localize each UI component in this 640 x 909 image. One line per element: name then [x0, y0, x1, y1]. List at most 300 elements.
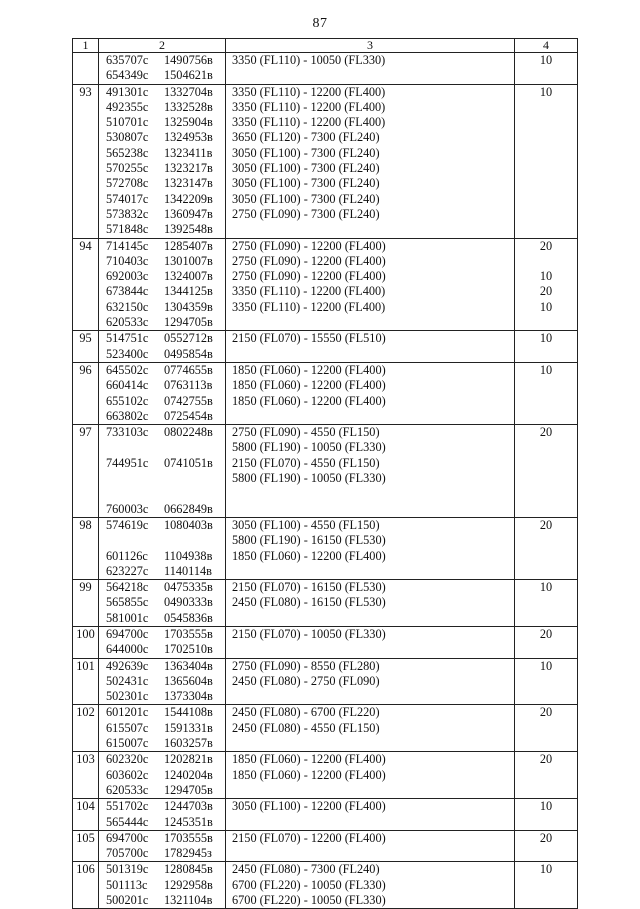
- value: 20: [539, 752, 553, 767]
- latitude: 565238c: [106, 145, 149, 160]
- coordinates-cell: [99, 705, 226, 752]
- coordinates-cell: [99, 517, 226, 579]
- altitude-range: 2750 (FL090) - 4550 (FL150): [232, 425, 380, 440]
- longitude: 1324953в: [164, 130, 213, 145]
- coordinate-line: [106, 471, 225, 486]
- latitude: 620533c: [106, 315, 149, 330]
- altitude-range: 6700 (FL220) - 10050 (FL330): [232, 893, 386, 908]
- altitude-range: [232, 815, 514, 830]
- longitude: 1703555в: [164, 830, 213, 845]
- coordinate-line: [106, 533, 225, 548]
- altitude-range: 2450 (FL080) - 4550 (FL150): [232, 720, 380, 735]
- value-cell: [515, 84, 578, 238]
- altitude-range: 2750 (FL090) - 12200 (FL400): [232, 269, 386, 284]
- longitude: 1360947в: [164, 206, 213, 221]
- altitude-range: [232, 315, 514, 330]
- longitude: 0763113в: [164, 378, 213, 393]
- row-number: 101: [73, 658, 99, 705]
- coordinate-line: [106, 68, 225, 83]
- value: 10: [539, 658, 553, 673]
- latitude: 565444c: [106, 814, 149, 829]
- value: [515, 502, 577, 517]
- coordinates-cell: [99, 425, 226, 518]
- altitude-range-cell: [226, 238, 515, 331]
- altitude-range: [232, 689, 514, 704]
- value: [515, 595, 577, 610]
- coordinate-line: [106, 378, 225, 393]
- row-number: 102: [73, 705, 99, 752]
- coordinate-line: [106, 269, 225, 284]
- coordinate-line: [106, 846, 225, 861]
- coordinate-line: [106, 752, 225, 767]
- coordinate-line: [106, 518, 225, 533]
- value: [515, 471, 577, 486]
- longitude: 1332528в: [164, 99, 213, 114]
- latitude: 623227c: [106, 563, 149, 578]
- value: 20: [539, 830, 553, 845]
- coordinate-line: [106, 222, 225, 237]
- table-row: [73, 362, 578, 424]
- coordinates-cell: [99, 658, 226, 705]
- value: [515, 846, 577, 861]
- coordinate-line: [106, 440, 225, 455]
- altitude-range: 3350 (FL110) - 12200 (FL400): [232, 284, 386, 299]
- latitude: 501319c: [106, 862, 149, 877]
- longitude: 1294705в: [164, 782, 213, 797]
- table-row: [73, 425, 578, 518]
- value: [515, 315, 577, 330]
- latitude: 632150c: [106, 299, 149, 314]
- value: [515, 254, 577, 269]
- value: 20: [539, 238, 553, 253]
- longitude: 0490333в: [164, 595, 213, 610]
- coordinates-cell: [99, 626, 226, 658]
- altitude-range: 2750 (FL090) - 8550 (FL280): [232, 658, 380, 673]
- latitude: 694700c: [106, 626, 149, 641]
- coordinate-line: [106, 130, 225, 145]
- value-cell: [515, 517, 578, 579]
- value: 10: [539, 862, 553, 877]
- coordinate-line: [106, 768, 225, 783]
- coordinate-line: [106, 394, 225, 409]
- coordinate-line: [106, 363, 225, 378]
- altitude-range: 2150 (FL070) - 4550 (FL150): [232, 455, 380, 470]
- altitude-range: 1850 (FL060) - 12200 (FL400): [232, 393, 386, 408]
- value: [515, 642, 577, 657]
- coordinate-line: [106, 85, 225, 100]
- coordinates-cell: [99, 862, 226, 909]
- longitude: 1285407в: [164, 238, 213, 253]
- longitude: 1365604в: [164, 673, 213, 688]
- altitude-range-cell: [226, 331, 515, 363]
- value: [515, 440, 577, 455]
- longitude: 1702510в: [164, 642, 213, 657]
- altitude-range-cell: [226, 84, 515, 238]
- longitude: 0725454в: [164, 408, 213, 423]
- longitude: 1240204в: [164, 767, 213, 782]
- coordinate-line: [106, 721, 225, 736]
- longitude: 1294705в: [164, 315, 213, 330]
- table-row: [73, 238, 578, 331]
- longitude: 1301007в: [164, 253, 213, 268]
- altitude-range-cell: [226, 752, 515, 799]
- latitude: 602320c: [106, 752, 149, 767]
- coordinate-line: [106, 799, 225, 814]
- row-number: 106: [73, 862, 99, 909]
- value: [515, 456, 577, 471]
- column-header-2: 2: [99, 39, 226, 53]
- coordinates-cell: [99, 362, 226, 424]
- latitude: 510701c: [106, 115, 149, 130]
- altitude-range-cell: [226, 626, 515, 658]
- coordinate-line: [106, 254, 225, 269]
- coordinate-line: [106, 486, 225, 501]
- altitude-range: 3350 (FL110) - 12200 (FL400): [232, 115, 386, 130]
- value: 10: [539, 580, 553, 595]
- longitude: 1323411в: [164, 145, 213, 160]
- value: [515, 689, 577, 704]
- latitude: 635707c: [106, 53, 149, 67]
- longitude: 1490756в: [164, 53, 213, 67]
- table-row: [73, 53, 578, 85]
- value: [515, 878, 577, 893]
- latitude: 660414c: [106, 378, 149, 393]
- value: [515, 409, 577, 424]
- altitude-range: 3650 (FL120) - 7300 (FL240): [232, 130, 380, 145]
- altitude-range: 3350 (FL110) - 12200 (FL400): [232, 99, 386, 114]
- latitude: 733103c: [106, 425, 149, 440]
- value-cell: [515, 862, 578, 909]
- coordinate-line: [106, 100, 225, 115]
- altitude-range: 5800 (FL190) - 10050 (FL330): [232, 440, 386, 455]
- altitude-range: [232, 846, 514, 861]
- value: 10: [539, 299, 553, 314]
- altitude-range: 1850 (FL060) - 12200 (FL400): [232, 767, 386, 782]
- altitude-range: [232, 783, 514, 798]
- coordinates-cell: [99, 84, 226, 238]
- latitude: 714145c: [106, 238, 149, 253]
- longitude: 1373304в: [164, 689, 213, 704]
- coordinate-line: [106, 564, 225, 579]
- coordinate-line: [106, 580, 225, 595]
- value: [515, 115, 577, 130]
- longitude: 0495854в: [164, 346, 213, 361]
- longitude: 1292958в: [164, 877, 213, 892]
- coordinate-line: [106, 736, 225, 751]
- value: [515, 222, 577, 237]
- row-number: 100: [73, 626, 99, 658]
- longitude: 1245351в: [164, 814, 213, 829]
- latitude: 564218c: [106, 580, 149, 595]
- altitude-range: 2150 (FL070) - 15550 (FL510): [232, 331, 386, 346]
- coordinate-line: [106, 192, 225, 207]
- value: [515, 130, 577, 145]
- value-cell: [515, 705, 578, 752]
- coordinate-line: [106, 815, 225, 830]
- coordinate-line: [106, 331, 225, 346]
- longitude: 1703555в: [164, 626, 213, 641]
- row-number: 103: [73, 752, 99, 799]
- coordinate-line: [106, 146, 225, 161]
- altitude-range-cell: [226, 362, 515, 424]
- coordinate-line: [106, 284, 225, 299]
- table-row: [73, 580, 578, 627]
- altitude-range-cell: [226, 830, 515, 862]
- altitude-range: [232, 611, 514, 626]
- latitude: 491301c: [106, 84, 149, 99]
- value: [515, 486, 577, 501]
- latitude: 571848c: [106, 222, 149, 237]
- longitude: 0741051в: [164, 455, 213, 470]
- table-row: [73, 799, 578, 831]
- coordinate-line: [106, 627, 225, 642]
- value: 20: [539, 425, 553, 440]
- longitude: 1363404в: [164, 658, 213, 673]
- latitude: 603602c: [106, 767, 149, 782]
- value-cell: [515, 331, 578, 363]
- value-cell: [515, 830, 578, 862]
- coordinate-line: [106, 300, 225, 315]
- altitude-range: 1850 (FL060) - 12200 (FL400): [232, 548, 386, 563]
- latitude: 601126c: [106, 548, 148, 563]
- coordinate-line: [106, 409, 225, 424]
- altitude-range: 3350 (FL110) - 10050 (FL330): [232, 53, 386, 67]
- latitude: 514751c: [106, 331, 149, 346]
- altitude-range: 2450 (FL080) - 7300 (FL240): [232, 862, 380, 877]
- latitude: 710403c: [106, 253, 149, 268]
- value-cell: [515, 626, 578, 658]
- longitude: 1342209в: [164, 191, 213, 206]
- coordinate-line: [106, 425, 225, 440]
- latitude: 530807c: [106, 130, 149, 145]
- row-number: 94: [73, 238, 99, 331]
- table-row: [73, 658, 578, 705]
- longitude: 0545836в: [164, 610, 213, 625]
- altitude-range: [232, 409, 514, 424]
- coordinate-line: [106, 595, 225, 610]
- altitude-range: 2150 (FL070) - 16150 (FL530): [232, 580, 386, 595]
- coordinate-line: [106, 642, 225, 657]
- coordinate-line: [106, 347, 225, 362]
- row-number: 95: [73, 331, 99, 363]
- longitude: 1782945з: [164, 846, 212, 861]
- longitude: 1304359в: [164, 299, 213, 314]
- table-row: [73, 517, 578, 579]
- table-row: [73, 331, 578, 363]
- longitude: 1591331в: [164, 720, 213, 735]
- altitude-range-cell: [226, 517, 515, 579]
- altitude-range: [232, 222, 514, 237]
- altitude-range: 1850 (FL060) - 12200 (FL400): [232, 378, 386, 393]
- latitude: 655102c: [106, 393, 149, 408]
- row-number: 105: [73, 830, 99, 862]
- value: [515, 161, 577, 176]
- latitude: 573832c: [106, 206, 149, 221]
- value: [515, 192, 577, 207]
- altitude-range: 3350 (FL110) - 12200 (FL400): [232, 299, 386, 314]
- table-row: [73, 84, 578, 238]
- altitude-range-cell: [226, 799, 515, 831]
- longitude: 0475335в: [164, 580, 213, 595]
- latitude: 654349c: [106, 68, 149, 83]
- longitude: 1344125в: [164, 284, 213, 299]
- coordinates-cell: [99, 830, 226, 862]
- coordinate-line: [106, 53, 225, 68]
- value: [515, 347, 577, 362]
- value: [515, 549, 577, 564]
- longitude: 0552712в: [164, 331, 213, 346]
- row-number: [73, 53, 99, 85]
- value: 10: [539, 799, 553, 814]
- latitude: 673844c: [106, 284, 149, 299]
- coordinate-line: [106, 161, 225, 176]
- value: 20: [539, 284, 553, 299]
- latitude: 760003c: [106, 501, 149, 516]
- altitude-range: [232, 564, 514, 579]
- altitude-range-cell: [226, 580, 515, 627]
- table-row: [73, 862, 578, 909]
- table-row: [73, 705, 578, 752]
- coordinate-line: [106, 689, 225, 704]
- altitude-range: [232, 347, 514, 362]
- coordinates-cell: [99, 799, 226, 831]
- coordinate-line: [106, 315, 225, 330]
- latitude: 694700c: [106, 830, 149, 845]
- longitude: 1140114в: [164, 563, 212, 578]
- table-row: [73, 626, 578, 658]
- column-header-3: 3: [226, 39, 515, 53]
- latitude: 523400c: [106, 346, 149, 361]
- altitude-range: 3050 (FL100) - 7300 (FL240): [232, 161, 380, 176]
- latitude: 615007c: [106, 736, 149, 751]
- altitude-range: 2750 (FL090) - 12200 (FL400): [232, 253, 386, 268]
- latitude: 645502c: [106, 362, 149, 377]
- latitude: 705700c: [106, 846, 149, 861]
- longitude: 0662849в: [164, 501, 213, 516]
- altitude-range: 2450 (FL080) - 6700 (FL220): [232, 705, 380, 720]
- latitude: 492639c: [106, 658, 149, 673]
- airspace-table: [72, 38, 578, 909]
- value: [515, 68, 577, 83]
- value: 20: [539, 626, 553, 641]
- value: [515, 533, 577, 548]
- altitude-range: 2450 (FL080) - 16150 (FL530): [232, 595, 386, 610]
- column-header-1: 1: [73, 39, 99, 53]
- longitude: 1280845в: [164, 862, 213, 877]
- longitude: 1324007в: [164, 269, 213, 284]
- coordinate-line: [106, 611, 225, 626]
- coordinate-line: [106, 783, 225, 798]
- latitude: 692003c: [106, 269, 149, 284]
- altitude-range: 5800 (FL190) - 16150 (FL530): [232, 533, 386, 548]
- longitude: 1603257в: [164, 736, 213, 751]
- latitude: 551702c: [106, 799, 149, 814]
- latitude: 663802c: [106, 408, 149, 423]
- latitude: 565855c: [106, 595, 149, 610]
- value: [515, 783, 577, 798]
- coordinates-cell: [99, 752, 226, 799]
- value: [515, 893, 577, 908]
- value: 10: [539, 362, 553, 377]
- altitude-range: 2750 (FL090) - 12200 (FL400): [232, 238, 386, 253]
- altitude-range: [232, 642, 514, 657]
- altitude-range: 2450 (FL080) - 2750 (FL090): [232, 673, 380, 688]
- longitude: 1325904в: [164, 115, 213, 130]
- longitude: 1392548в: [164, 222, 213, 237]
- row-number: 98: [73, 517, 99, 579]
- longitude: 0802248в: [164, 425, 213, 440]
- coordinate-line: [106, 831, 225, 846]
- longitude: 1104938в: [164, 548, 213, 563]
- altitude-range: 2150 (FL070) - 12200 (FL400): [232, 830, 386, 845]
- value: [515, 146, 577, 161]
- coordinate-line: [106, 862, 225, 877]
- altitude-range-cell: [226, 425, 515, 518]
- altitude-range: 3050 (FL100) - 7300 (FL240): [232, 191, 380, 206]
- latitude: 501113c: [106, 877, 148, 892]
- value-cell: [515, 362, 578, 424]
- altitude-range: 5800 (FL190) - 10050 (FL330): [232, 471, 386, 486]
- latitude: 620533c: [106, 782, 149, 797]
- latitude: 502431c: [106, 673, 149, 688]
- longitude: 1080403в: [164, 517, 213, 532]
- latitude: 502301c: [106, 689, 149, 704]
- latitude: 744951c: [106, 455, 149, 470]
- latitude: 581001c: [106, 610, 149, 625]
- table-body: [73, 53, 578, 909]
- value-cell: [515, 425, 578, 518]
- value-cell: [515, 658, 578, 705]
- value-cell: [515, 799, 578, 831]
- value: 10: [539, 84, 553, 99]
- altitude-range: 6700 (FL220) - 10050 (FL330): [232, 877, 386, 892]
- value: 20: [539, 705, 553, 720]
- altitude-range-cell: [226, 53, 515, 85]
- value: 10: [539, 331, 553, 346]
- latitude: 644000c: [106, 642, 149, 657]
- table-row: [73, 752, 578, 799]
- altitude-range: 3350 (FL110) - 12200 (FL400): [232, 84, 386, 99]
- value: [515, 721, 577, 736]
- altitude-range: 1850 (FL060) - 12200 (FL400): [232, 362, 386, 377]
- row-number: 96: [73, 362, 99, 424]
- value: [515, 815, 577, 830]
- coordinate-line: [106, 705, 225, 720]
- coordinate-line: [106, 115, 225, 130]
- value: [515, 100, 577, 115]
- altitude-range: 3050 (FL100) - 7300 (FL240): [232, 145, 380, 160]
- value: [515, 674, 577, 689]
- row-number: 97: [73, 425, 99, 518]
- value-cell: [515, 752, 578, 799]
- value: 10: [539, 269, 553, 284]
- latitude: 572708c: [106, 176, 149, 191]
- altitude-range: [232, 68, 514, 83]
- value: [515, 207, 577, 222]
- longitude: 1202821в: [164, 752, 213, 767]
- altitude-range: 1850 (FL060) - 12200 (FL400): [232, 752, 386, 767]
- value-cell: [515, 580, 578, 627]
- latitude: 574017c: [106, 191, 149, 206]
- coordinates-cell: [99, 238, 226, 331]
- altitude-range-cell: [226, 862, 515, 909]
- altitude-range: [232, 502, 514, 517]
- longitude: 1332704в: [164, 84, 213, 99]
- latitude: 601201c: [106, 705, 149, 720]
- value: [515, 564, 577, 579]
- longitude: 0774655в: [164, 362, 213, 377]
- altitude-range-cell: [226, 705, 515, 752]
